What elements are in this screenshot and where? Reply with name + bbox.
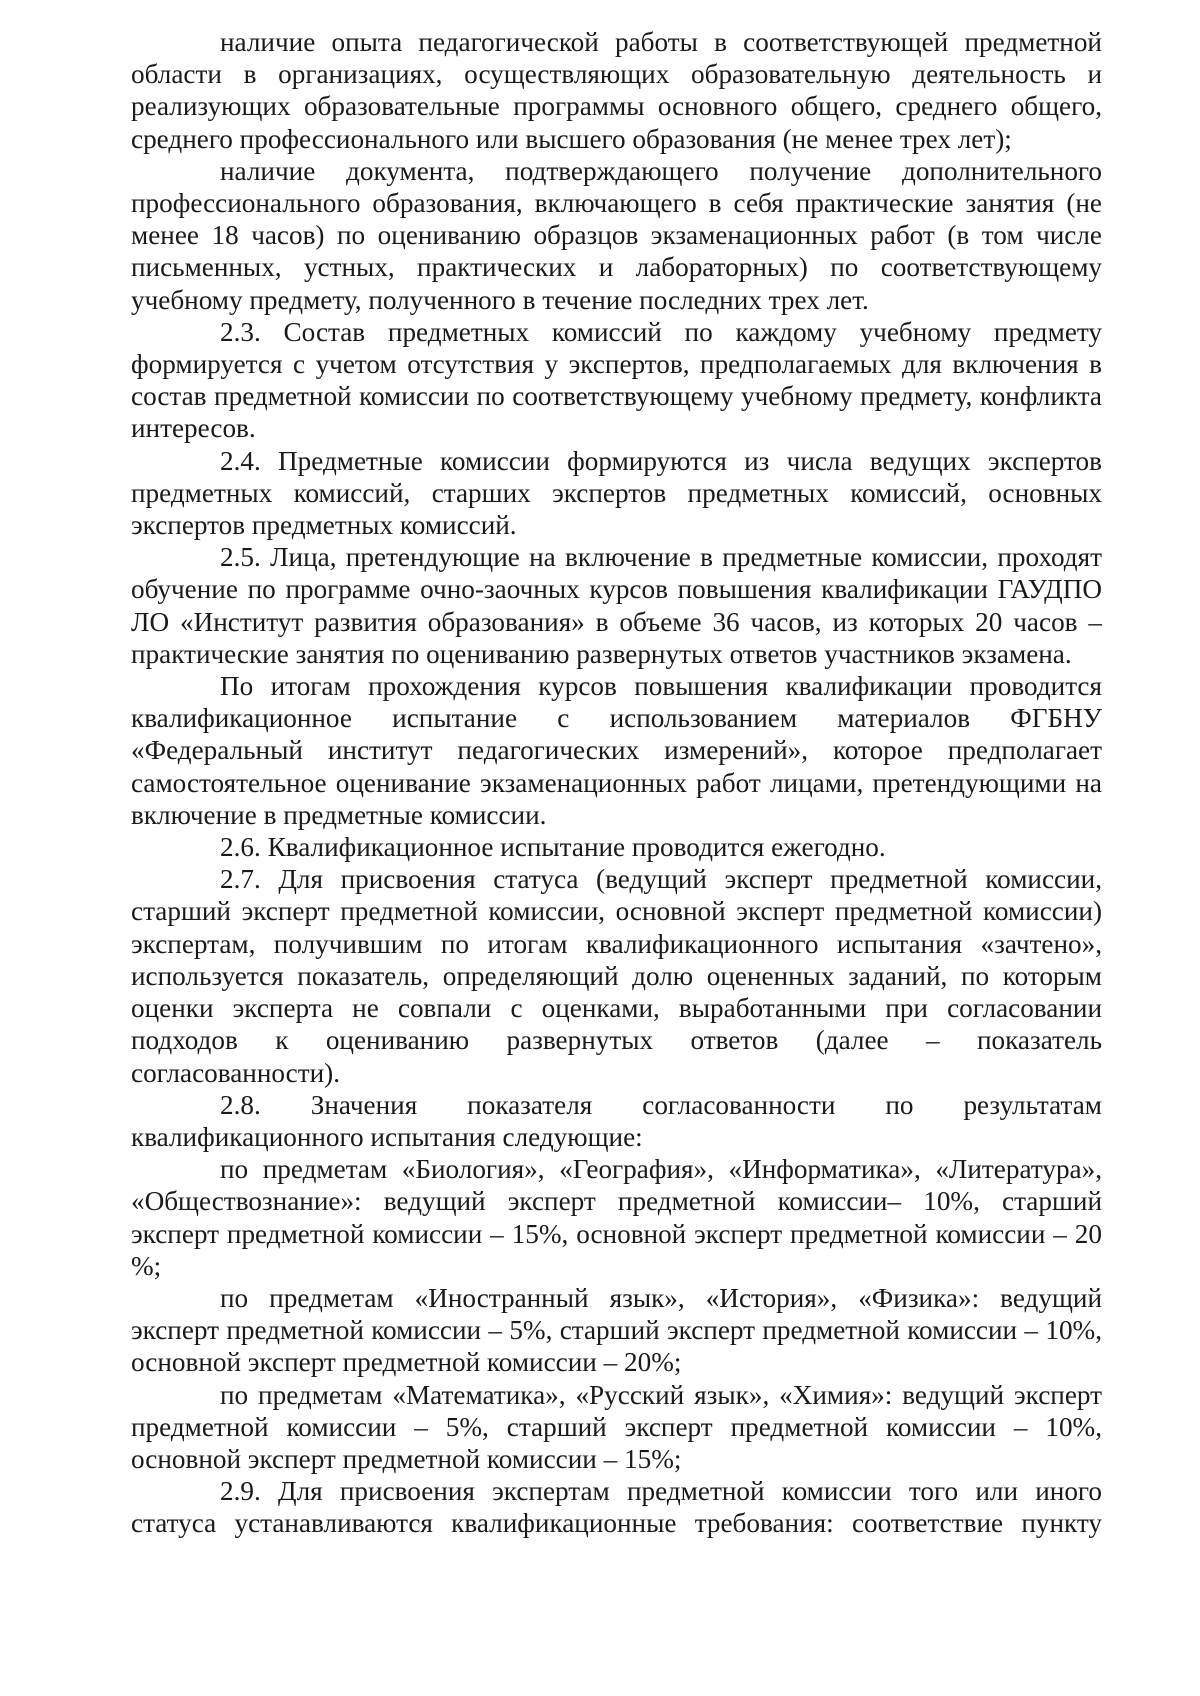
paragraph-subjects-group-1: по предметам «Биология», «География», «Информатика», «Литература», «Обществознание»: ведущий эксперт предметной комиссии– 10%, старший эксперт предметной комиссии – 15%, основной эксперт предметной комиссии – 20 %; [131,1154,1102,1281]
paragraph-2-4: 2.4. Предметные комиссии формируются из числа ведущих экспертов предметных комиссий, старших экспертов предметных комиссий, основных экспертов предметных комиссий. [131,445,1102,541]
paragraph-2-7: 2.7. Для присвоения статуса (ведущий эксперт предметной комиссии, старший эксперт предметной комиссии, основной эксперт предметной комиссии) экспертам, получившим по итогам квалификационного испытания «зачтено», используется показатель, определяющий долю оцененных заданий, по которым оценки эксперта не совпали с оценками, выработанными при согласовании подходов к оцениванию развернутых ответов (далее – показатель согласованности). [131,864,1102,1088]
document-page [131,26,1102,1540]
paragraph-subjects-group-2: по предметам «Иностранный язык», «История», «Физика»: ведущий эксперт предметной комиссии – 5%, старший эксперт предметной комиссии – 10%, основной эксперт предметной комиссии – 20%; [131,1282,1102,1378]
paragraph-2-9: 2.9. Для присвоения экспертам предметной комиссии того или иного статуса устанавливаются квалификационные требования: соответствие пункту [131,1476,1102,1539]
paragraph-subjects-group-3: по предметам «Математика», «Русский язык», «Химия»: ведущий эксперт предметной комиссии – 5%, старший эксперт предметной комиссии – 10%, основной эксперт предметной комиссии – 15%; [131,1379,1102,1474]
paragraph-additional-education: наличие документа, подтверждающего получение дополнительного профессионального образования, включающего в себя практические занятия (не менее 18 часов) по оцениванию образцов экзаменационных работ (в том числе письменных, устных, практических и лабораторных) по соответствующему учебному предмету, полученного в течение последних трех лет. [131,155,1102,315]
paragraph-teaching-experience: наличие опыта педагогической работы в соответствующей предметной области в организациях, осуществляющих образовательную деятельность и реализующих образовательные программы основного общего, среднего общего, среднего профессионального или высшего образования (не менее трех лет); [131,27,1102,154]
paragraph-2-8: 2.8. Значения показателя согласованности по результатам квалификационного испытания следующие: [131,1089,1102,1152]
paragraph-qualification-test: По итогам прохождения курсов повышения квалификации проводится квалификационное испытание с использованием материалов ФГБНУ «Федеральный институт педагогических измерений», которое предполагает самостоятельное оценивание экзаменационных работ лицами, претендующими на включение в предметные комиссии. [131,671,1102,830]
paragraph-2-6: 2.6. Квалификационное испытание проводится ежегодно. [220,832,886,863]
paragraph-2-5: 2.5. Лица, претендующие на включение в предметные комиссии, проходят обучение по программе очно-заочных курсов повышения квалификации ГАУДПО ЛО «Институт развития образования» в объеме 36 часов, из которых 20 часов – практические занятия по оцениванию развернутых ответов участников экзамена. [131,542,1102,669]
paragraph-2-3: 2.3. Состав предметных комиссий по каждому учебному предмету формируется с учетом отсутствия у экспертов, предполагаемых для включения в состав предметной комиссии по соответствующему учебному предмету, конфликта интересов. [131,316,1102,444]
